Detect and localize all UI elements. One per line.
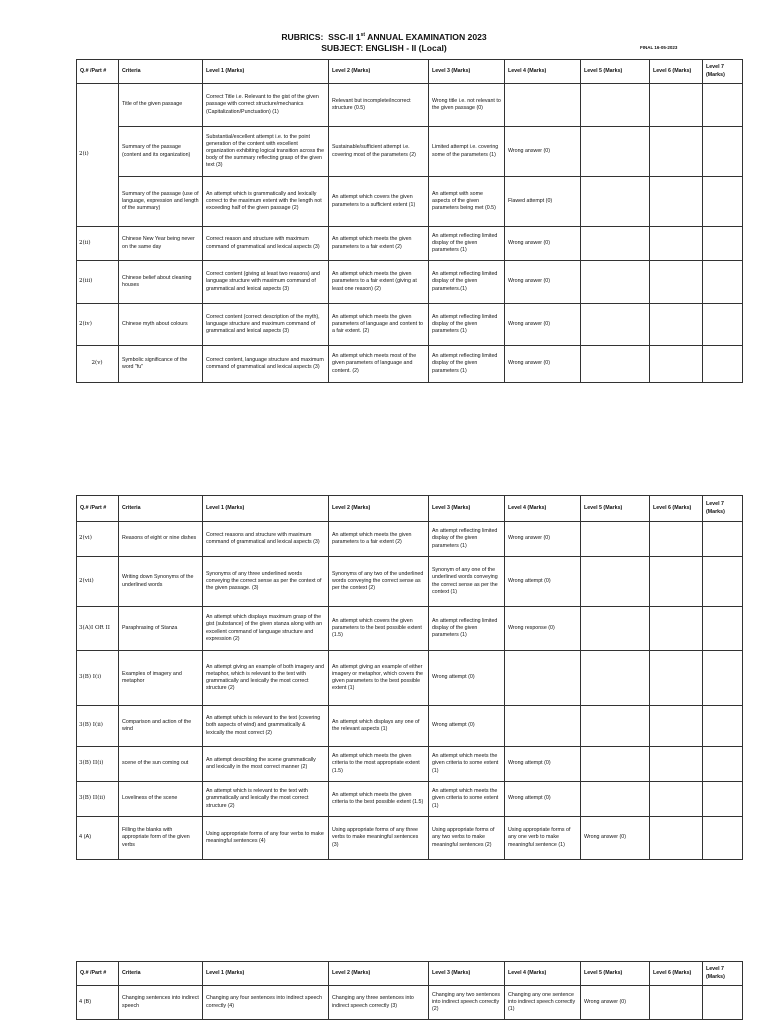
col-header-level7: Level 7 (Marks)	[703, 496, 743, 522]
table-header-row	[77, 496, 743, 522]
level2-cell: An attempt which meets the given criteria to the most appropriate extent (1.5)	[329, 747, 429, 782]
level2-cell: An attempt which meets the given parameters to a fair extent (2)	[329, 227, 429, 261]
level1-cell: Using appropriate forms of any four verbs to make meaningful sentences (4)	[203, 817, 329, 860]
question-number: 3(B) I(i)	[77, 651, 119, 706]
question-number: 3(B) II(i)	[77, 747, 119, 782]
col-header-criteria: Criteria	[119, 962, 203, 986]
col-header-level5: Level 5 (Marks)	[581, 496, 650, 522]
level5-cell: Wrong answer (0)	[581, 986, 650, 1020]
level4-cell: Wrong answer (0)	[505, 346, 581, 383]
table-row	[77, 747, 743, 782]
level2-cell: Using appropriate forms of any three verbs to make meaningful sentences (3)	[329, 817, 429, 860]
col-header-level4: Level 4 (Marks)	[505, 962, 581, 986]
level4-cell: Wrong response (0)	[505, 607, 581, 651]
level4-cell: Wrong attempt (0)	[505, 557, 581, 607]
criteria-cell: Chinese belief about cleaning houses	[119, 261, 203, 304]
question-number: 4 (B)	[77, 986, 119, 1020]
question-number: 2(iv)	[77, 304, 119, 346]
level5-cell: Wrong answer (0)	[581, 817, 650, 860]
level3-cell: Changing any two sentences into indirect speech correctly (2)	[429, 986, 505, 1020]
col-header-criteria: Criteria	[119, 496, 203, 522]
level2-cell: An attempt which displays any one of the relevant aspects (1)	[329, 706, 429, 747]
level1-cell: An attempt describing the scene grammatically and lexically in the most correct manner (2)	[203, 747, 329, 782]
document-header	[0, 30, 768, 54]
question-number: 3(A)I OR II	[77, 607, 119, 651]
level4-cell: Wrong answer (0)	[505, 127, 581, 177]
col-header-level6: Level 6 (Marks)	[650, 962, 703, 986]
level1-cell: An attempt which displays maximum grasp of the gist (substance) of the given stanza along with an excellent command of language structure and expression (2)	[203, 607, 329, 651]
level2-cell: An attempt which covers the given parameters to a sufficient extent (1)	[329, 177, 429, 227]
table-row	[77, 522, 743, 557]
level4-cell: Changing any one sentence into indirect speech correctly (1)	[505, 986, 581, 1020]
criteria-cell: scene of the sun coming out	[119, 747, 203, 782]
level1-cell: Correct reason and structure with maximum command of grammatical and lexical aspects (3)	[203, 227, 329, 261]
col-header-level1: Level 1 (Marks)	[203, 962, 329, 986]
table-row	[77, 817, 743, 860]
level1-cell: An attempt giving an example of both imagery and metaphor, which is relevant to the text with grammatically and lexically the most correct structure (2)	[203, 651, 329, 706]
table-row	[77, 607, 743, 651]
col-header-level4: Level 4 (Marks)	[505, 60, 581, 84]
question-number: 2(vi)	[77, 522, 119, 557]
criteria-cell: Title of the given passage	[119, 84, 203, 127]
table-row	[77, 986, 743, 1020]
level2-cell: Sustainable/sufficient attempt i.e. covering most of the parameters (2)	[329, 127, 429, 177]
question-number: 4 (A)	[77, 817, 119, 860]
level1-cell: Correct reasons and structure with maximum command of grammatical and lexical aspects (3)	[203, 522, 329, 557]
level1-cell: An attempt which is relevant to the text with grammatically and lexically the most correct structure (2)	[203, 782, 329, 817]
col-header-level1: Level 1 (Marks)	[203, 60, 329, 84]
col-header-level3: Level 3 (Marks)	[429, 496, 505, 522]
table-row	[77, 651, 743, 706]
question-number: 2(vii)	[77, 557, 119, 607]
level2-cell: An attempt which meets the given parameters to a fair extent (giving at least one reason) (2)	[329, 261, 429, 304]
level1-cell: Correct content (correct description of the myth), language structure and maximum command of grammatical and lexical aspects (3)	[203, 304, 329, 346]
level2-cell: Synonyms of any two of the underlined words conveying the correct sense as per the context (2)	[329, 557, 429, 607]
level3-cell: An attempt reflecting limited display of the given parameters (1)	[429, 346, 505, 383]
criteria-cell: Chinese New Year being never on the same day	[119, 227, 203, 261]
level3-cell: An attempt reflecting limited display of the given parameters (1)	[429, 227, 505, 261]
criteria-cell: Reasons of eight or nine dishes	[119, 522, 203, 557]
level3-cell: An attempt reflecting limited display of the given parameters (1)	[429, 522, 505, 557]
rubric-table-3	[76, 961, 743, 1020]
criteria-cell: Summary of the passage (content and its organization)	[119, 127, 203, 177]
criteria-cell: Summary of the passage (use of language, expression and length of the summary)	[119, 177, 203, 227]
level1-cell: An attempt which is grammatically and lexically correct to the maximum extent with the length not exceeding half of the given passage (2)	[203, 177, 329, 227]
level2-cell: An attempt giving an example of either imagery or metaphor, which covers the given parameters to the best possible extent (1)	[329, 651, 429, 706]
level1-cell: An attempt which is relevant to the text (covering both aspects of wind) and grammatically & lexically the most correct (2)	[203, 706, 329, 747]
criteria-cell: Examples of imagery and metaphor	[119, 651, 203, 706]
level2-cell: Changing any three sentences into indirect speech correctly (3)	[329, 986, 429, 1020]
criteria-cell: Symbolic significance of the word "fu"	[119, 346, 203, 383]
rubric-table-1	[76, 59, 743, 383]
table-header-row	[77, 962, 743, 986]
level1-cell: Correct Title i.e. Relevant to the gist of the given passage with correct structure/mechanics (Capitalization/Punctuation) (1)	[203, 84, 329, 127]
level2-cell: An attempt which meets the given parameters of language and content to a fair extent. (2)	[329, 304, 429, 346]
col-header-level2: Level 2 (Marks)	[329, 496, 429, 522]
col-header-level6: Level 6 (Marks)	[650, 496, 703, 522]
col-header-qno: Q.# /Part #	[77, 496, 119, 522]
level4-cell: Wrong attempt (0)	[505, 782, 581, 817]
level3-cell: An attempt reflecting limited display of the given parameters (1)	[429, 304, 505, 346]
level3-cell: Synonym of any one of the underlined words conveying the correct sense as per the context (1)	[429, 557, 505, 607]
table-row	[77, 261, 743, 304]
col-header-level5: Level 5 (Marks)	[581, 962, 650, 986]
level2-cell: An attempt which meets the given criteria to the best possible extent (1.5)	[329, 782, 429, 817]
col-header-criteria: Criteria	[119, 60, 203, 84]
final-date-label: FINAL 16-05-2023	[640, 45, 678, 50]
col-header-level2: Level 2 (Marks)	[329, 962, 429, 986]
question-number: 3(B) II(ii)	[77, 782, 119, 817]
document-title: RUBRICS: SSC-II 1st ANNUAL EXAMINATION 2023	[281, 31, 487, 42]
question-number: 3(B) I(ii)	[77, 706, 119, 747]
level1-cell: Correct content (giving at least two reasons) and language structure with maximum command of grammatical and lexical aspects (3)	[203, 261, 329, 304]
criteria-cell: Chinese myth about colours	[119, 304, 203, 346]
level2-cell: Relevant but incomplete/incorrect structure (0.5)	[329, 84, 429, 127]
col-header-level1: Level 1 (Marks)	[203, 496, 329, 522]
col-header-qno: Q.# /Part #	[77, 962, 119, 986]
col-header-level4: Level 4 (Marks)	[505, 496, 581, 522]
level3-cell: Wrong attempt (0)	[429, 706, 505, 747]
criteria-cell: Loveliness of the scene	[119, 782, 203, 817]
level2-cell: An attempt which covers the given parameters to the best possible extent (1.5)	[329, 607, 429, 651]
col-header-level2: Level 2 (Marks)	[329, 60, 429, 84]
rubric-table-2	[76, 495, 743, 860]
level3-cell: An attempt which meets the given criteria to some extent (1)	[429, 747, 505, 782]
level2-cell: An attempt which meets the given parameters to a fair extent (2)	[329, 522, 429, 557]
table-row	[77, 304, 743, 346]
table-row	[77, 127, 743, 177]
level4-cell: Using appropriate forms of any one verb to make meaningful sentence (1)	[505, 817, 581, 860]
table-row	[77, 346, 743, 383]
table-row	[77, 706, 743, 747]
col-header-level6: Level 6 (Marks)	[650, 60, 703, 84]
col-header-level7: Level 7 (Marks)	[703, 60, 743, 84]
level1-cell: Substantial/excellent attempt i.e. to the point generation of the content with excellent organization exhibiting logical transition across the body of the summary reflecting grasp of the given text (3)	[203, 127, 329, 177]
level3-cell: Wrong attempt (0)	[429, 651, 505, 706]
level4-cell: Wrong answer (0)	[505, 227, 581, 261]
col-header-level3: Level 3 (Marks)	[429, 962, 505, 986]
level3-cell: Wrong title i.e. not relevant to the given passage (0)	[429, 84, 505, 127]
level1-cell: Correct content, language structure and maximum command of grammatical and lexical aspects (3)	[203, 346, 329, 383]
level3-cell: An attempt reflecting limited display of the given parameters.(1)	[429, 261, 505, 304]
level1-cell: Changing any four sentences into indirect speech correctly (4)	[203, 986, 329, 1020]
table-row	[77, 782, 743, 817]
level3-cell: An attempt which meets the given criteria to some extent (1)	[429, 782, 505, 817]
level4-cell: Wrong answer (0)	[505, 261, 581, 304]
level4-cell: Wrong answer (0)	[505, 304, 581, 346]
level2-cell: An attempt which meets most of the given parameters of language and content. (2)	[329, 346, 429, 383]
level3-cell: An attempt with some aspects of the given parameters being met (0.5)	[429, 177, 505, 227]
table-row	[77, 177, 743, 227]
level3-cell: Limited attempt i.e. covering some of the parameters (1)	[429, 127, 505, 177]
level1-cell: Synonyms of any three underlined words conveying the correct sense as per the context of the given passage. (3)	[203, 557, 329, 607]
criteria-cell: Paraphrasing of Stanza	[119, 607, 203, 651]
level4-cell: Flawed attempt (0)	[505, 177, 581, 227]
col-header-level3: Level 3 (Marks)	[429, 60, 505, 84]
criteria-cell: Changing sentences into indirect speech	[119, 986, 203, 1020]
table-row	[77, 227, 743, 261]
criteria-cell: Writing down Synonyms of the underlined words	[119, 557, 203, 607]
level4-cell: Wrong answer (0)	[505, 522, 581, 557]
criteria-cell: Filling the blanks with appropriate form of the given verbs	[119, 817, 203, 860]
col-header-qno: Q.# /Part #	[77, 60, 119, 84]
question-number: 2(iii)	[77, 261, 119, 304]
col-header-level5: Level 5 (Marks)	[581, 60, 650, 84]
question-number: 2(ii)	[77, 227, 119, 261]
question-number: 2(i)	[77, 84, 119, 227]
col-header-level7: Level 7 (Marks)	[703, 962, 743, 986]
table-row	[77, 84, 743, 127]
document-subject: SUBJECT: ENGLISH - II (Local)	[321, 42, 447, 53]
question-number: 2(v)	[77, 346, 119, 383]
criteria-cell: Comparison and action of the wind	[119, 706, 203, 747]
level3-cell: An attempt reflecting limited display of the given parameters (1)	[429, 607, 505, 651]
level3-cell: Using appropriate forms of any two verbs to make meaningful sentences (2)	[429, 817, 505, 860]
table-row	[77, 557, 743, 607]
level4-cell: Wrong attempt (0)	[505, 747, 581, 782]
table-header-row	[77, 60, 743, 84]
